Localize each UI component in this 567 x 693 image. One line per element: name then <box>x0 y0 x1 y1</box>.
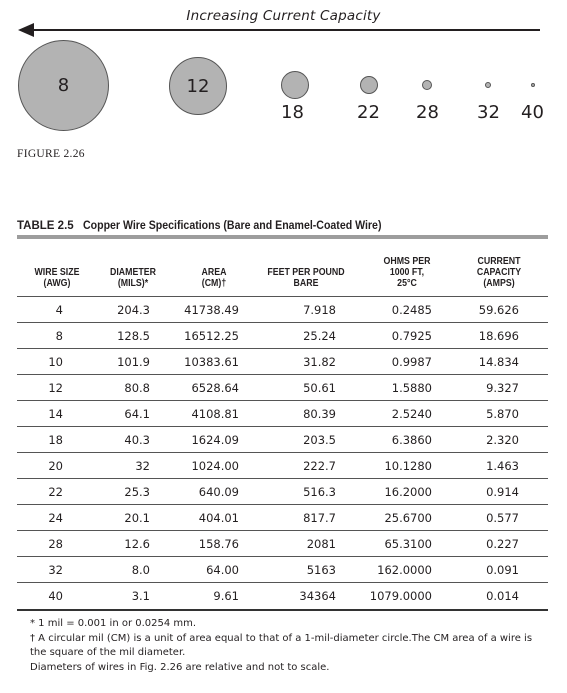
table-row <box>17 505 548 531</box>
cell-awg: 12 <box>48 381 63 395</box>
cell-ohms: 0.9987 <box>391 355 432 369</box>
cell-current: 1.463 <box>486 459 519 473</box>
cell-awg: 14 <box>48 407 63 421</box>
cell-ohms: 1.5880 <box>391 381 432 395</box>
left-arrow-icon <box>18 22 558 38</box>
wire-label-12: 12 <box>186 75 210 97</box>
wire-label-28: 28 <box>416 102 439 123</box>
wire-circle-8 <box>18 40 109 131</box>
table-row <box>17 401 548 427</box>
cell-awg: 40 <box>48 589 63 603</box>
table-caption <box>17 220 407 232</box>
wire-label-8: 8 <box>57 75 70 96</box>
cell-area: 1624.09 <box>191 433 239 447</box>
cell-ohms: 6.3860 <box>391 433 432 447</box>
cell-diameter: 204.3 <box>117 303 150 317</box>
cell-feet-per-pound: 7.918 <box>303 303 336 317</box>
wire-circle-28 <box>422 80 432 90</box>
wire-label-18: 18 <box>281 102 304 123</box>
cell-diameter: 128.5 <box>117 329 150 343</box>
cell-awg: 10 <box>48 355 63 369</box>
cell-awg: 28 <box>48 537 63 551</box>
cell-ohms: 16.2000 <box>384 485 432 499</box>
cell-diameter: 32 <box>135 459 150 473</box>
cell-diameter: 64.1 <box>124 407 150 421</box>
wire-circle-40 <box>531 83 535 87</box>
cell-awg: 24 <box>48 511 63 525</box>
table-title: Copper Wire Specifications (Bare and Enamel-Coated Wire) <box>82 220 382 232</box>
cell-current: 5.870 <box>486 407 519 421</box>
cell-current: 0.227 <box>486 537 519 551</box>
wire-label-32: 32 <box>477 102 500 123</box>
table-row <box>17 557 548 583</box>
cell-diameter: 80.8 <box>124 381 150 395</box>
wire-label-22: 22 <box>357 102 380 123</box>
cell-current: 59.626 <box>478 303 519 317</box>
cell-current: 0.014 <box>486 589 519 603</box>
cell-diameter: 20.1 <box>124 511 150 525</box>
cell-diameter: 101.9 <box>117 355 150 369</box>
footnote-scale: Diameters of wires in Fig. 2.26 are relative and not to scale. <box>30 661 330 673</box>
cell-feet-per-pound: 222.7 <box>303 459 336 473</box>
cell-area: 16512.25 <box>184 329 239 343</box>
footnote-mil: * 1 mil = 0.001 in or 0.0254 mm. <box>30 618 197 629</box>
cell-diameter: 25.3 <box>124 485 150 499</box>
cell-feet-per-pound: 25.24 <box>303 329 336 343</box>
cell-current: 0.091 <box>486 563 519 577</box>
cell-current: 0.577 <box>486 511 519 525</box>
header-diameter: DIAMETER (MILS)* <box>110 267 156 289</box>
cell-area: 6528.64 <box>191 381 239 395</box>
cell-area: 404.01 <box>198 511 239 525</box>
cell-area: 9.61 <box>213 589 239 603</box>
table-row <box>17 583 548 609</box>
cell-diameter: 40.3 <box>124 433 150 447</box>
cell-awg: 32 <box>48 563 63 577</box>
table-bottom-rule <box>17 609 548 611</box>
cell-awg: 18 <box>48 433 63 447</box>
cell-feet-per-pound: 50.61 <box>303 381 336 395</box>
cell-feet-per-pound: 516.3 <box>303 485 336 499</box>
table-row <box>17 297 548 323</box>
table-row <box>17 323 548 349</box>
cell-current: 9.327 <box>486 381 519 395</box>
figure-caption: FIGURE 2.26 <box>17 148 85 160</box>
header-current-capacity: CURRENT CAPACITY (AMPS) <box>476 256 522 289</box>
wire-circle-12 <box>169 57 227 115</box>
table-top-rule <box>17 235 548 239</box>
cell-ohms: 25.6700 <box>384 511 432 525</box>
cell-awg: 4 <box>55 303 63 317</box>
wire-circle-22 <box>360 76 378 94</box>
cell-diameter: 8.0 <box>131 563 150 577</box>
cell-ohms: 10.1280 <box>384 459 432 473</box>
cell-feet-per-pound: 203.5 <box>303 433 336 447</box>
cell-ohms: 0.7925 <box>391 329 432 343</box>
cell-area: 158.76 <box>198 537 239 551</box>
table-footnotes <box>30 617 550 675</box>
cell-ohms: 1079.0000 <box>369 589 432 603</box>
cell-area: 640.09 <box>198 485 239 499</box>
table-row <box>17 479 548 505</box>
footnote-circular-mil: † A circular mil (CM) is a unit of area equal to that of a 1-mil-diameter circle.The CM area of a wire is the square of the mil diameter. <box>30 632 533 658</box>
figure-arrow-title: Increasing Current Capacity <box>186 8 381 24</box>
cell-current: 2.320 <box>486 433 519 447</box>
cell-awg: 8 <box>55 329 63 343</box>
header-area: AREA (CM)† <box>201 267 227 289</box>
cell-current: 14.834 <box>478 355 519 369</box>
cell-diameter: 12.6 <box>124 537 150 551</box>
header-feet-per-pound: FEET PER POUND BARE <box>267 267 345 289</box>
cell-current: 0.914 <box>486 485 519 499</box>
header-ohms: OHMS PER 1000 FT, 25°C <box>383 256 431 289</box>
table-row <box>17 375 548 401</box>
cell-diameter: 3.1 <box>131 589 150 603</box>
cell-area: 41738.49 <box>184 303 239 317</box>
cell-area: 1024.00 <box>191 459 239 473</box>
cell-feet-per-pound: 2081 <box>306 537 336 551</box>
table-row <box>17 349 548 375</box>
table-row <box>17 453 548 479</box>
table-row <box>17 427 548 453</box>
cell-feet-per-pound: 34364 <box>299 589 336 603</box>
table-number: TABLE 2.5 <box>17 220 74 232</box>
header-wire-size: WIRE SIZE (AWG) <box>34 267 80 289</box>
cell-area: 64.00 <box>206 563 239 577</box>
cell-awg: 22 <box>48 485 63 499</box>
cell-area: 4108.81 <box>191 407 239 421</box>
cell-ohms: 65.3100 <box>384 537 432 551</box>
cell-ohms: 0.2485 <box>391 303 432 317</box>
cell-current: 18.696 <box>478 329 519 343</box>
cell-feet-per-pound: 31.82 <box>303 355 336 369</box>
wire-circle-18 <box>281 71 309 99</box>
cell-area: 10383.61 <box>184 355 239 369</box>
wire-circle-32 <box>485 82 491 88</box>
cell-feet-per-pound: 5163 <box>306 563 336 577</box>
cell-ohms: 2.5240 <box>391 407 432 421</box>
wire-label-40: 40 <box>521 102 544 123</box>
cell-feet-per-pound: 817.7 <box>303 511 336 525</box>
cell-feet-per-pound: 80.39 <box>303 407 336 421</box>
cell-awg: 20 <box>48 459 63 473</box>
cell-ohms: 162.0000 <box>377 563 432 577</box>
table-row <box>17 531 548 557</box>
